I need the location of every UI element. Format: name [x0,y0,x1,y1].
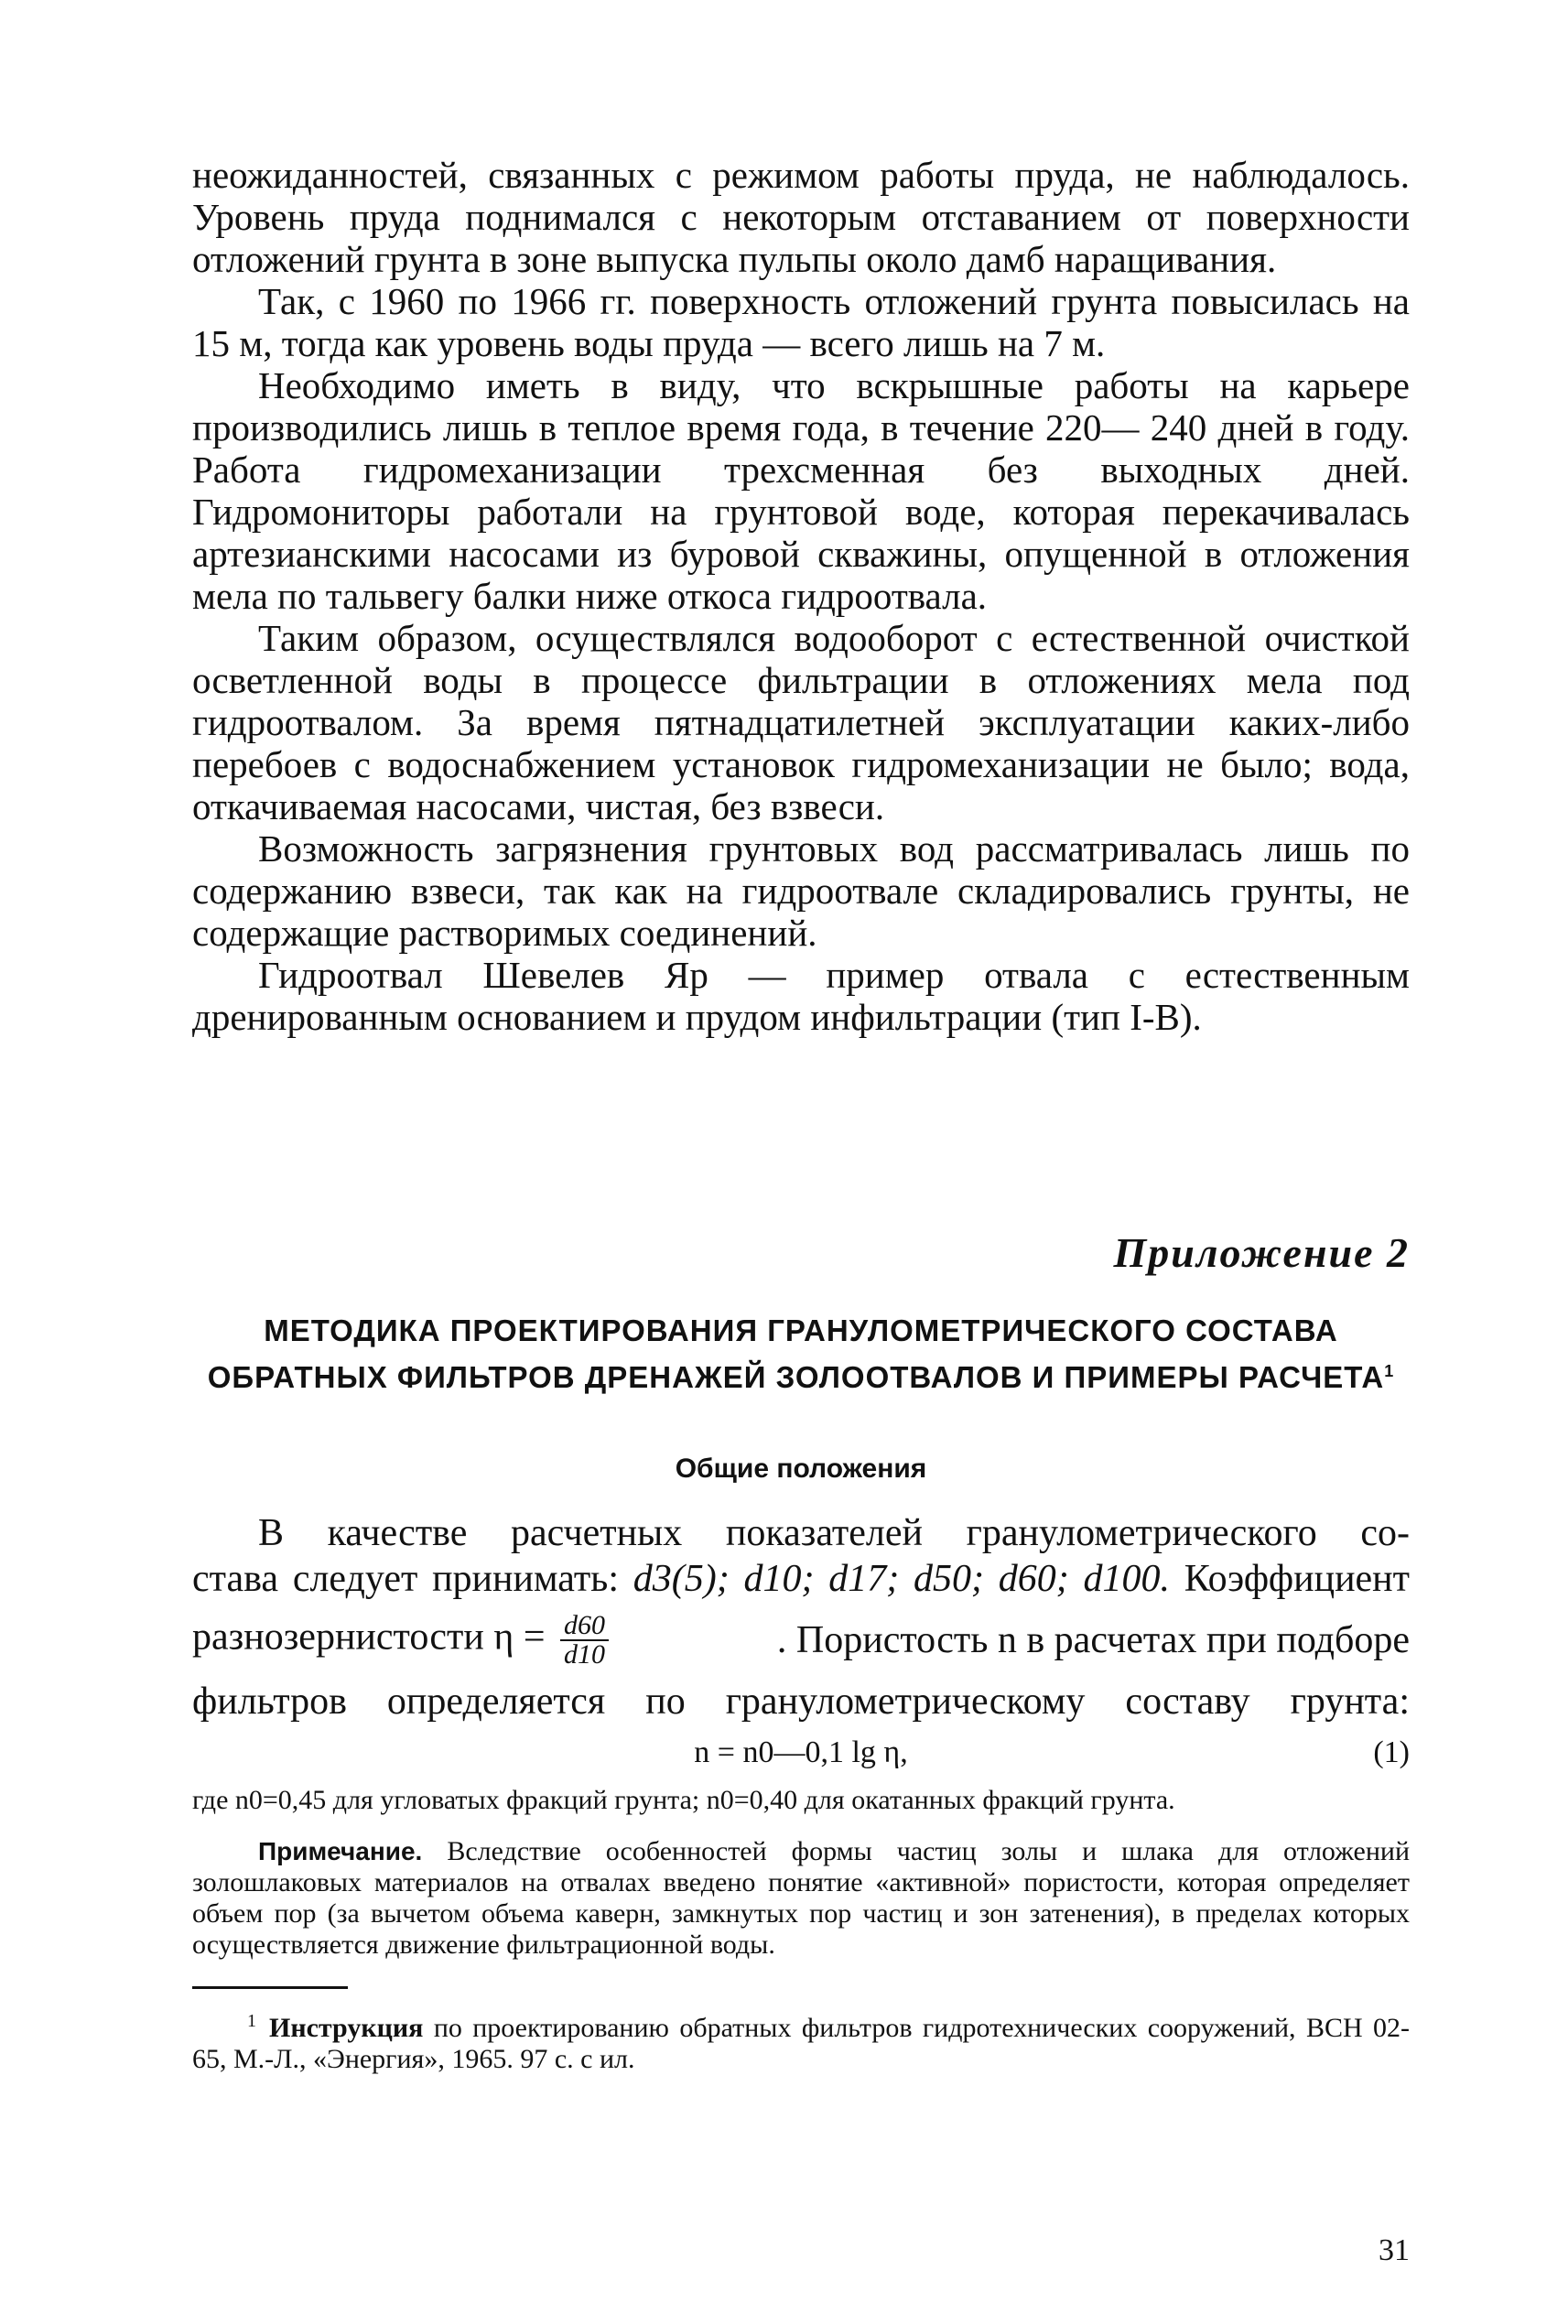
paragraph-5: Возможность загрязнения грунтовых вод рассматривалась лишь по содержанию взвеси, так как на гидроотвале складировались грунты, не содержащие растворимых соединений. [192,827,1410,954]
note-label: Примечание. [258,1837,423,1865]
fraction-denominator: d10 [564,1639,606,1670]
appendix-label: Приложение 2 [1113,1229,1410,1276]
footnote-mark: 1 [247,2011,256,2031]
uniformity-prefix: разнозернистости η = [192,1616,546,1659]
note [192,1836,1410,1961]
formula-number: (1) [1373,1735,1410,1769]
general-line-2 [192,1556,1410,1602]
footnote-text: по проектированию обратных фильтров гидротехнических сооружений, ВСН 02-65, М.-Л., «Энергия», 1965. 97 с. с ил. [192,2013,1411,2074]
general-line-3-suffix: . Пористость n в расчетах при подборе [776,1619,1410,1661]
general-line-2-prefix: става следует принимать: [192,1558,620,1600]
uniformity-label [192,1612,614,1669]
general-line-4: фильтров определяется по гранулометрическому составу грунта: [192,1681,1410,1723]
grain-size-terms: d3(5); d10; d17; d50; d60; d100. [633,1558,1170,1600]
footnote [192,2005,1410,2075]
paragraph-6: Гидроотвал Шевелев Яр — пример отвала с естественным дренированным основанием и прудом инфильтрации (тип I-В). [192,954,1410,1038]
paragraph-3: Необходимо иметь в виду, что вскрышные работы на карьере производились лишь в теплое время года, в течение 220— 240 дней в году. Работа гидромеханизации трехсменная без выходных дней. Гидромониторы работали на грунтовой воде, которая перекачивалась артезианскими насосами из буровой скважины, опущенной в отложения мела по тальвегу балки ниже откоса гидроотвала. [192,364,1410,617]
paragraph-1: неожиданностей, связанных с режимом работы пруда, не наблюдалось. Уровень пруда поднимался с некоторым отставанием от поверхности отложений грунта в зоне выпуска пульпы около дамб наращивания. [192,154,1410,280]
footnote-bold: Инструкция [269,2013,424,2043]
note-text: Вследствие особенностей формы частиц золы и шлака для отложений золошлаковых материалов на отвалах введено понятие «активной» пористости, которая определяет объем пор (за вычетом объема каверн, замкнутых пор частиц и зон затенения), в пределах которых осуществляется движение фильтрационной воды. [192,1836,1410,1960]
section-title-text: МЕТОДИКА ПРОЕКТИРОВАНИЯ ГРАНУЛОМЕТРИЧЕСКОГО СОСТАВА ОБРАТНЫХ ФИЛЬТРОВ ДРЕНАЖЕЙ ЗОЛООТВАЛОВ И ПРИМЕРЫ РАСЧЕТА [207,1313,1385,1394]
uniformity-fraction [560,1612,609,1669]
page-number: 31 [1379,2233,1410,2267]
footnote-divider [192,1986,348,1989]
general-line-3 [192,1602,1410,1679]
main-text [192,154,1410,1038]
paragraph-2: Так, с 1960 по 1966 гг. поверхность отложений грунта повысилась на 15 м, тогда как уровень воды пруда — всего лишь на 7 м. [192,280,1410,364]
formula: n = n0—0,1 lg η, [694,1735,908,1769]
general-line-2-suffix: Коэффициент [1184,1558,1411,1600]
section-title-footnote-mark: 1 [1384,1362,1395,1380]
fraction-numerator: d60 [560,1612,609,1641]
general-line-1: В качестве расчетных показателей гранулометрического со- [258,1512,1410,1554]
formula-row [192,1730,1410,1776]
paragraph-4: Таким образом, осуществлялся водооборот с естественной очисткой осветленной воды в процессе фильтрации в отложениях мела под гидроотвалом. За время пятнадцатилетней эксплуатации каких-либо перебоев с водоснабжением установок гидромеханизации не было; вода, откачиваемая насосами, чистая, без взвеси. [192,617,1410,827]
subtitle: Общие положения [675,1454,927,1484]
where-text: где n0=0,45 для угловатых фракций грунта; n0=0,40 для окатанных фракций грунта. [192,1785,1175,1815]
general-provisions [192,1510,1410,2075]
section-title [192,1311,1410,1398]
